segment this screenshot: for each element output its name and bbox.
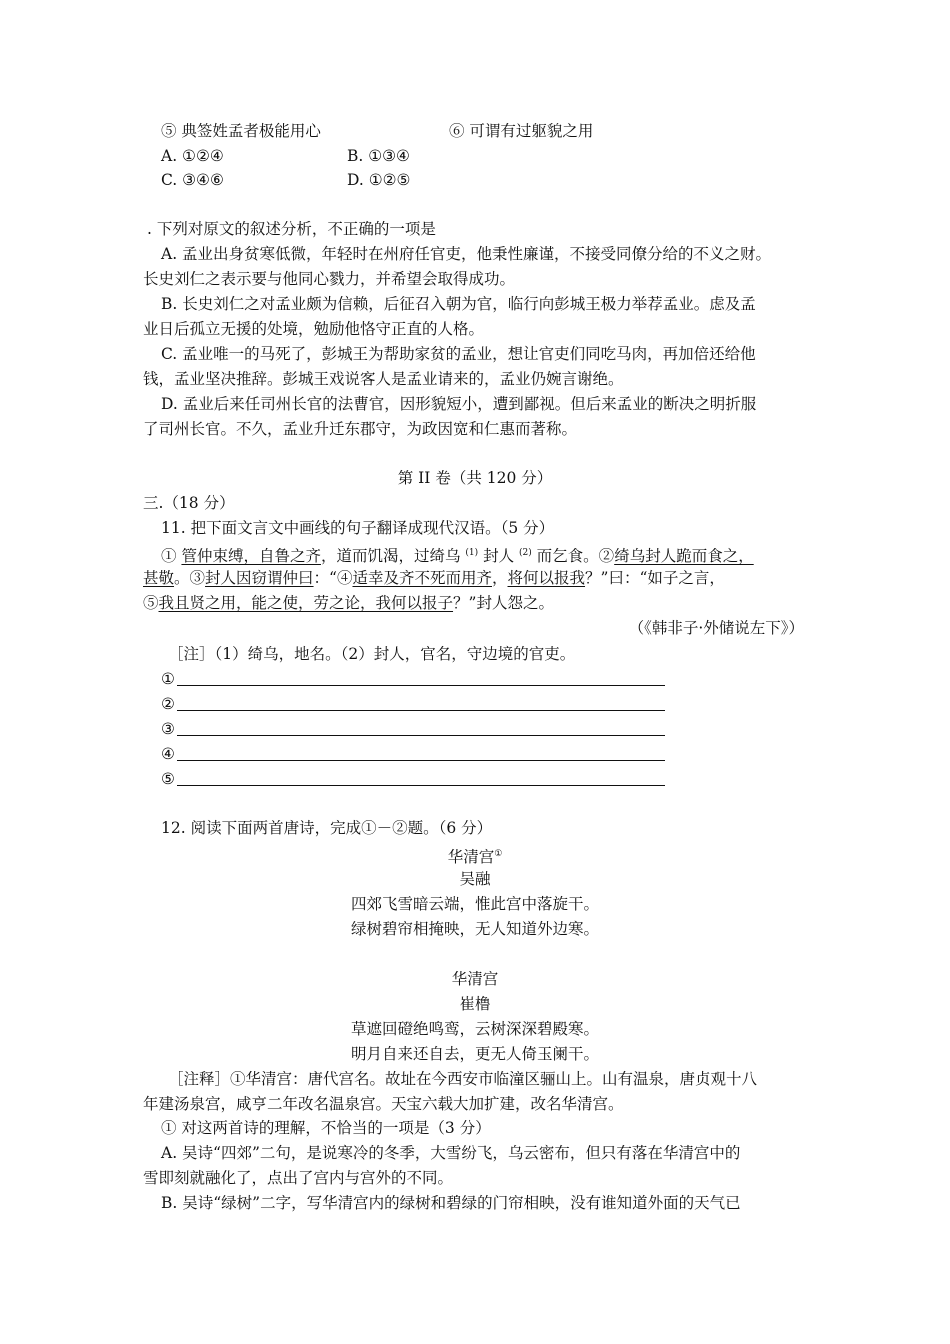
text: 封人 xyxy=(478,547,519,565)
underlined-sentence-1: 管仲束缚，自鲁之齐 xyxy=(181,547,321,565)
text: ， xyxy=(492,569,508,587)
text: ，道而饥渴，过绮乌 xyxy=(320,547,466,565)
underlined-sentence-2-cont: 甚敬 xyxy=(143,569,175,587)
choice-c: C. ③④⑥ xyxy=(161,171,224,189)
q11-passage-line3 xyxy=(143,591,810,615)
text: 而乞食。② xyxy=(531,547,615,565)
question-stem: . 下列对原文的叙述分析，不正确的一项是 xyxy=(147,220,436,238)
underlined-sentence-4b: 将何以报我 xyxy=(507,569,586,587)
poem2-title: 华清宫 xyxy=(451,970,499,988)
q11-note: ［注］（1）绮乌，地名。（2）封人，官名，守边境的官吏。 xyxy=(168,645,576,663)
choice-d: D. ①②⑤ xyxy=(347,171,411,189)
section-title: 第 II 卷（共 120 分） xyxy=(397,469,553,487)
option-item-5: ⑤ 典签姓孟者极能用心 xyxy=(161,122,321,140)
choice-a: A. ①②④ xyxy=(161,147,224,165)
text: ？”封人怨之。 xyxy=(453,594,554,612)
q12-option-a: A. 吴诗“四郊”二句，是说寒冷的冬季，大雪纷飞，乌云密布，但只有落在华清宫中的 xyxy=(161,1144,741,1162)
answer-line-5[interactable] xyxy=(161,767,665,791)
analysis-option-b: B. 长史刘仁之对孟业颇为信赖，后征召入朝为官，临行向彭城王极力举荐孟业。虑及孟 xyxy=(161,295,756,313)
poem1-author: 吴融 xyxy=(459,870,491,888)
answer-line-4[interactable] xyxy=(161,742,665,766)
poem-title-text: 华清宫 xyxy=(447,848,495,866)
answer-line-2[interactable] xyxy=(161,692,665,716)
q12-sub1-stem: ① 对这两首诗的理解，不恰当的一项是（3 分） xyxy=(161,1119,491,1137)
poem1-line1: 四郊飞雪暗云端，惟此宫中落旋干。 xyxy=(350,895,599,913)
poem1-title xyxy=(0,842,950,869)
source-citation: （《韩非子·外储说左下》） xyxy=(628,619,804,637)
underlined-sentence-2: 绮乌封人跪而食之， xyxy=(614,547,754,565)
poem-note: ［注释］①华清宫：唐代宫名。故址在今西安市临潼区骊山上。山有温泉，唐贞观十八 xyxy=(168,1070,758,1088)
analysis-option-a: A. 孟业出身贫寒低微，年轻时在州府任官吏，他秉性廉谨，不接受同僚分给的不义之财。 xyxy=(161,245,772,263)
q11-passage-line2 xyxy=(143,566,810,590)
blank-marker: ② xyxy=(161,695,175,713)
q11-passage-line1 xyxy=(161,541,754,568)
analysis-option-c-cont: 钱，孟业坚决推辞。彭城王戏说客人是孟业请来的，孟业仍婉言谢绝。 xyxy=(143,370,624,388)
part-heading: 三.（18 分） xyxy=(143,494,235,512)
footnote-ref-2: (2) xyxy=(519,548,532,558)
analysis-option-b-cont: 业日后孤立无援的处境，勉励他恪守正直的人格。 xyxy=(143,320,485,338)
answer-blank[interactable] xyxy=(177,743,665,761)
q12-stem: 12. 阅读下面两首唐诗，完成①－②题。（6 分） xyxy=(161,819,493,837)
answer-blank[interactable] xyxy=(177,718,665,736)
footnote-ref-1: (1) xyxy=(465,548,479,558)
answer-blank[interactable] xyxy=(177,768,665,786)
analysis-option-d: D. 孟业后来任司州长官的法曹官，因形貌短小，遭到鄙视。但后来孟业的断决之明折服 xyxy=(161,395,757,413)
choice-b: B. ①③④ xyxy=(347,147,410,165)
q11-stem: 11. 把下面文言文中画线的句子翻译成现代汉语。（5 分） xyxy=(161,519,555,537)
analysis-option-d-cont: 了司州长官。不久，孟业升迁东郡守，为政因宽和仁惠而著称。 xyxy=(143,420,578,438)
underlined-sentence-5: 我且贤之用，能之使，劳之论，我何以报子 xyxy=(158,594,454,612)
analysis-option-c: C. 孟业唯一的马死了，彭城王为帮助家贫的孟业，想让官吏们同吃马肉，再加倍还给他 xyxy=(161,345,756,363)
answer-line-3[interactable] xyxy=(161,717,665,741)
analysis-option-a-cont: 长史刘仁之表示要与他同心戮力，并希望会取得成功。 xyxy=(143,270,516,288)
q12-option-b: B. 吴诗“绿树”二字，写华清宫内的绿树和碧绿的门帘相映，没有谁知道外面的天气已 xyxy=(161,1194,741,1212)
answer-blank[interactable] xyxy=(177,668,665,686)
text: 。③ xyxy=(174,569,206,587)
poem2-line2: 明月自来还自去，更无人倚玉阑干。 xyxy=(350,1045,599,1063)
answer-line-1[interactable] xyxy=(161,667,665,691)
marker: ⑤ xyxy=(143,594,159,612)
blank-marker: ④ xyxy=(161,745,175,763)
poem2-author: 崔橹 xyxy=(459,995,491,1013)
text: ？”曰：“如子之言， xyxy=(585,569,725,587)
text: ：“④ xyxy=(313,569,353,587)
blank-marker: ① xyxy=(161,670,175,688)
blank-marker: ③ xyxy=(161,720,175,738)
answer-blank[interactable] xyxy=(177,693,665,711)
poem-note-cont: 年建汤泉宫，咸亨二年改名温泉宫。天宝六载大加扩建，改名华清宫。 xyxy=(143,1095,624,1113)
marker: ① xyxy=(161,547,182,565)
poem1-line2: 绿树碧帘相掩映，无人知道外边寒。 xyxy=(350,920,599,938)
footnote-ref: ① xyxy=(494,849,503,859)
poem2-line1: 草遮回磴绝鸣鸾，云树深深碧殿寒。 xyxy=(350,1020,599,1038)
q12-option-a-cont: 雪即刻就融化了，点出了宫内与宫外的不同。 xyxy=(143,1169,454,1187)
underlined-sentence-4a: 适幸及齐不死而用齐 xyxy=(352,569,492,587)
option-item-6: ⑥ 可谓有过躯貌之用 xyxy=(449,122,594,140)
blank-marker: ⑤ xyxy=(161,770,175,788)
underlined-sentence-3: 封人因窃谓仲曰 xyxy=(205,569,314,587)
